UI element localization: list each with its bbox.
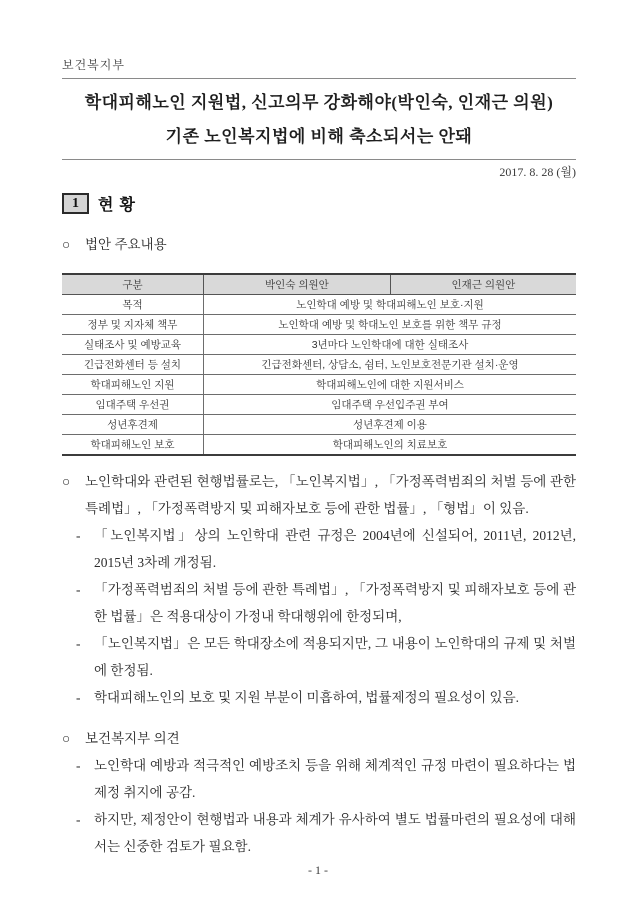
paragraph-text: 「노인복지법」은 모든 학대장소에 적용되지만, 그 내용이 노인학대의 규제 및 처벌에 한정됨. [94, 636, 576, 678]
row-content: 3년마다 노인학대에 대한 실태조사 [204, 335, 577, 355]
document-content [62, 0, 576, 860]
row-label: 긴급전화센터 등 설치 [62, 355, 204, 375]
row-label: 학대피해노인 지원 [62, 375, 204, 395]
document-date: 2017. 8. 28 (월) [499, 165, 576, 179]
bill-comparison-table [62, 273, 576, 456]
col-header-bill-1: 박인숙 의원안 [204, 274, 391, 295]
col-header-category: 구분 [62, 274, 204, 295]
row-label: 성년후견제 [62, 415, 204, 435]
paragraph [62, 468, 576, 522]
table-row [62, 355, 576, 375]
circle-bullet: ○ [62, 237, 71, 252]
row-content: 임대주택 우선입주권 부여 [204, 395, 577, 415]
circle-bullet: ○ [62, 731, 71, 746]
paragraph [62, 725, 576, 752]
paragraph-text: 노인학대 예방과 적극적인 예방조치 등을 위해 체계적인 규정 마련이 필요하다는 법제정 취지에 공감. [94, 758, 576, 800]
table-row [62, 415, 576, 435]
paragraph [62, 806, 576, 860]
row-content: 긴급전화센터, 상담소, 쉼터, 노인보호전문기관 설치·운영 [204, 355, 577, 375]
dash-bullet: - [76, 582, 81, 597]
section-1-heading [62, 192, 576, 215]
table-row [62, 395, 576, 415]
table-row [62, 375, 576, 395]
row-label: 실태조사 및 예방교육 [62, 335, 204, 355]
paragraph [62, 684, 576, 711]
department-name: 보건복지부 [62, 58, 125, 72]
dash-bullet: - [76, 528, 81, 543]
row-content: 노인학대 예방 및 학대피해노인 보호·지원 [296, 299, 484, 311]
row-label: 목적 [62, 295, 204, 315]
row-label: 학대피해노인 보호 [62, 435, 204, 456]
department-header [62, 56, 576, 79]
row-content: 학대피해노인의 치료보호 [204, 435, 577, 456]
dash-bullet: - [76, 690, 81, 705]
table-row [62, 335, 576, 355]
dash-bullet: - [76, 758, 81, 773]
table-row [62, 435, 576, 456]
row-content: 학대피해노인에 대한 지원서비스 [204, 375, 577, 395]
subsection-heading [62, 231, 576, 258]
title-divider [62, 159, 576, 160]
paragraph [62, 522, 576, 576]
row-label: 임대주택 우선권 [62, 395, 204, 415]
paragraph-text: 하지만, 제정안이 현행법과 내용과 체계가 유사하여 별도 법률마련의 필요성에 대해서는 신중한 검토가 필요함. [94, 812, 576, 854]
paragraph-text: 노인학대와 관련된 현행법률로는, 「노인복지법」, 「가정폭력범죄의 처벌 등에 관한 특례법」, 「가정폭력방지 및 피해자보호 등에 관한 법률」, 「형법」이 있음. [85, 474, 576, 516]
paragraph [62, 630, 576, 684]
title-line-2: 기존 노인복지법에 비해 축소되서는 안돼 [165, 127, 473, 146]
table-row [62, 295, 576, 315]
col-header-bill-2: 인재근 의원안 [390, 274, 576, 295]
document-title [62, 86, 576, 154]
dash-bullet: - [76, 812, 81, 827]
table-header-row [62, 274, 576, 295]
subsection-label: 법안 주요내용 [85, 237, 167, 252]
page-number: - 1 - [308, 863, 328, 877]
section-title: 현 황 [98, 197, 136, 214]
paragraph [62, 576, 576, 630]
row-content: 노인학대 예방 및 학대노인 보호를 위한 책무 규정 [204, 315, 577, 335]
paragraph-text: 학대피해노인의 보호 및 지원 부분이 미흡하여, 법률제정의 필요성이 있음. [94, 690, 519, 705]
paragraph-text: 보건복지부 의견 [85, 731, 180, 746]
paragraph [62, 752, 576, 806]
section-number-box: 1 [62, 193, 89, 214]
row-label: 정부 및 지자체 책무 [62, 315, 204, 335]
dash-bullet: - [76, 636, 81, 651]
paragraph-text: 「가정폭력범죄의 처벌 등에 관한 특례법」, 「가정폭력방지 및 피해자보호 등에 관한 법률」은 적용대상이 가정내 학대행위에 한정되며, [94, 582, 576, 624]
paragraph-text: 「노인복지법」상의 노인학대 관련 규정은 2004년에 신설되어, 2011년, 2012년, 2015년 3차례 개정됨. [94, 528, 576, 570]
title-line-1: 학대피해노인 지원법, 신고의무 강화해야(박인숙, 인재근 의원) [84, 93, 554, 112]
table-row [62, 315, 576, 335]
circle-bullet: ○ [62, 474, 71, 489]
row-content: 성년후견제 이용 [204, 415, 577, 435]
